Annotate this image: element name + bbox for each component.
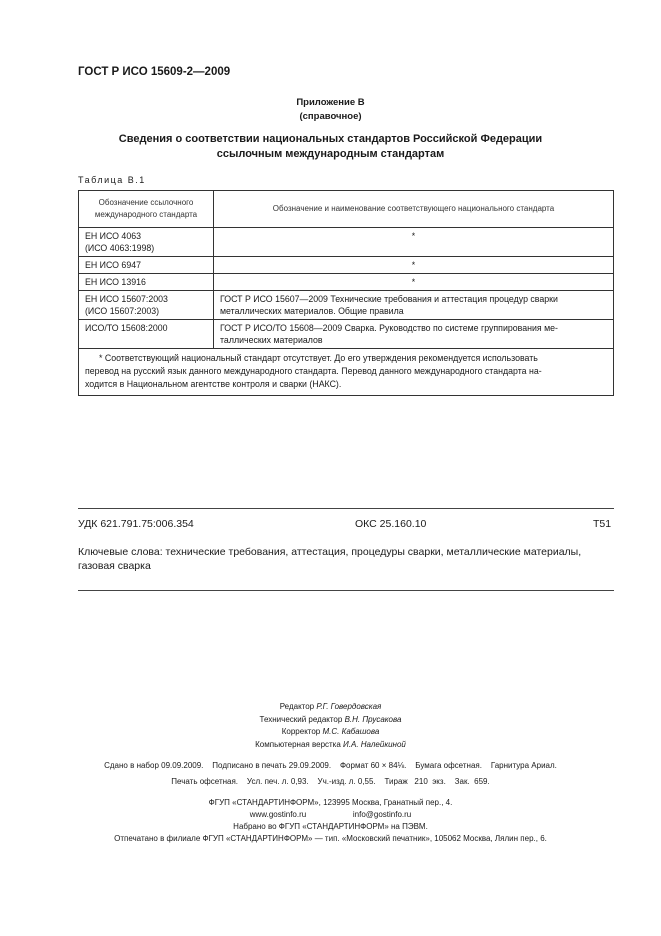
annex-title: Приложение В — [296, 97, 365, 108]
udk-code: УДК 621.791.75:006.354 — [78, 518, 194, 530]
table-row — [79, 274, 614, 291]
section-title-line-2: ссылочным международным стандартам — [216, 148, 445, 160]
national-standard-cell: * — [214, 257, 614, 274]
editorial-credits — [0, 701, 661, 751]
table-note-row — [79, 349, 614, 396]
national-standard-cell: * — [214, 274, 614, 291]
table-footnote: * Соответствующий национальный стандарт отсутствует. До его утверждения рекомендуется использовать перевод на русский язык данного международного стандарта. Перевод данного международного стандарта на- ходится в Национальном агентстве контроля и сварки (НАКС). — [79, 349, 614, 396]
publisher-printed: Отпечатано в филиале ФГУП «СТАНДАРТИНФОРМ» — тип. «Московский печатник», 105062 Москва, Лялин пер., 6. — [114, 834, 547, 843]
credit-layout: Компьютерная верстка И.А. Налейкиной — [255, 739, 406, 749]
divider-bottom — [78, 590, 614, 591]
divider-top — [78, 508, 614, 509]
classification-code: Т51 — [593, 518, 612, 530]
publisher-address: ФГУП «СТАНДАРТИНФОРМ», 123995 Москва, Гранатный пер., 4. — [208, 798, 453, 807]
national-standard-cell: ГОСТ Р ИСО/ТО 15608—2009 Сварка. Руководство по системе группирования ме- таллических материалов — [214, 320, 614, 349]
credit-tech-editor: Технический редактор В.Н. Прусакова — [259, 714, 402, 724]
table-row — [79, 320, 614, 349]
credit-editor: Редактор Р.Г. Говердовская — [279, 702, 382, 711]
oks-code: ОКС 25.160.10 — [355, 518, 427, 530]
table-row — [79, 291, 614, 320]
table-row — [79, 257, 614, 274]
reference-standard-cell: ЕН ИСО 13916 — [79, 274, 214, 291]
annex-heading — [0, 96, 661, 124]
table-label: Таблица В.1 — [78, 175, 146, 185]
column-header-reference: Обозначение ссылочного международного стандарта — [79, 191, 214, 228]
keywords: Ключевые слова: технические требования, аттестация, процедуры сварки, металлические материалы, газовая сварка — [78, 546, 582, 572]
section-title — [0, 132, 661, 162]
publisher-typeset: Набрано во ФГУП «СТАНДАРТИНФОРМ» на ПЭВМ. — [233, 822, 428, 831]
section-title-line-1: Сведения о соответствии национальных стандартов Российской Федерации — [118, 133, 543, 145]
credit-proofreader: Корректор М.С. Кабашова — [281, 727, 380, 736]
publisher-web: www.gostinfo.ru info@gostinfo.ru — [249, 810, 412, 819]
annex-type: (справочное) — [299, 111, 362, 122]
reference-standard-cell: ЕН ИСО 6947 — [79, 257, 214, 274]
table-row — [79, 228, 614, 257]
document-code-header: ГОСТ Р ИСО 15609-2—2009 — [78, 66, 231, 78]
national-standard-cell: ГОСТ Р ИСО 15607—2009 Технические требования и аттестация процедур сварки металлических материалов. Общие правила — [214, 291, 614, 320]
print-details — [0, 758, 661, 790]
print-details-line-2: Печать офсетная. Усл. печ. л. 0,93. Уч.-изд. л. 0,55. Тираж 210 экз. Зак. 659. — [171, 777, 490, 786]
publisher-info — [0, 797, 661, 845]
reference-standard-cell: ЕН ИСО 15607:2003 (ИСО 15607:2003) — [79, 291, 214, 320]
national-standard-cell: * — [214, 228, 614, 257]
reference-standard-cell: ЕН ИСО 4063 (ИСО 4063:1998) — [79, 228, 214, 257]
reference-standard-cell: ИСО/ТО 15608:2000 — [79, 320, 214, 349]
table-header-row — [79, 191, 614, 228]
column-header-national: Обозначение и наименование соответствующего национального стандарта — [214, 191, 614, 228]
print-details-line-1: Сдано в набор 09.09.2009. Подписано в печать 29.09.2009. Формат 60 × 84⅛. Бумага офсетная. Гарнитура Ариал. — [104, 761, 557, 770]
correspondence-table — [78, 190, 614, 396]
